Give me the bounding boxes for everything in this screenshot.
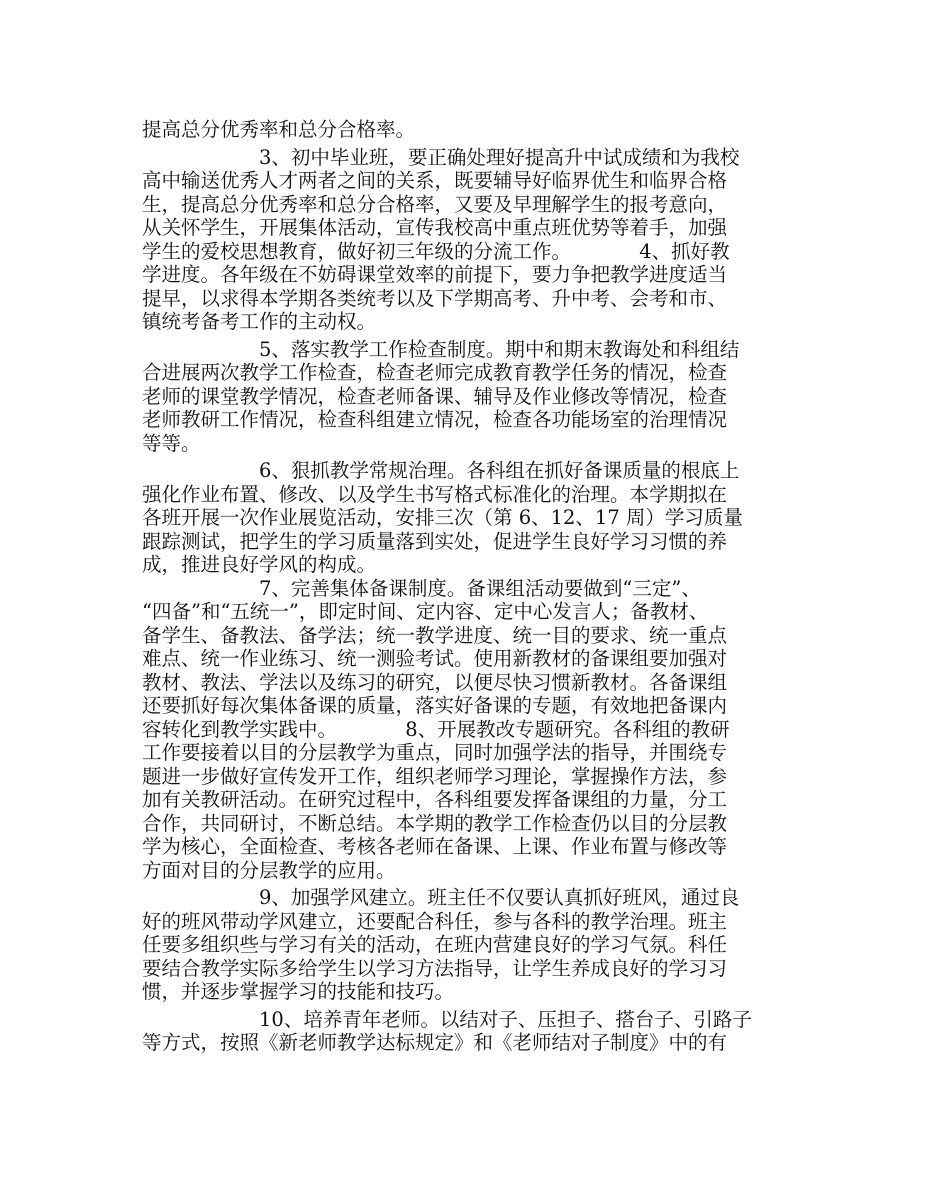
text-line: 学进度。各年级在不妨碍课堂效率的前提下，要力争把教学进度适当 [142, 263, 728, 286]
text-line: 惯，并逐步掌握学习的技能和技巧。 [142, 980, 455, 1003]
text-line: 还要抓好每次集体备课的质量，落实好备课的专题，有效地把备课内 [142, 694, 728, 717]
text-line: 高中输送优秀人才两者之间的关系，既要辅导好临界优生和临界合格 [142, 169, 728, 192]
text-line: 学为核心，全面检查、考核各老师在备课、上课、作业布置与修改等 [142, 835, 728, 858]
text-line: 成，推进良好学风的构成。 [142, 553, 377, 576]
text-line: 方面对目的分层教学的应用。 [142, 858, 396, 882]
text-line: 强化作业布置、修改、以及学生书写格式标准化的治理。本学期拟在 [142, 482, 728, 506]
text-line: 等等。 [142, 431, 201, 455]
text-line: 加有关教研活动。在研究过程中，各科组要发挥备课组的力量，分工 [142, 788, 728, 811]
text-line: 5、落实教学工作检查制度。期中和期末教诲处和科组结 [142, 337, 740, 361]
text-line: 9、加强学风建立。班主任不仅要认真抓好班风，通过良 [142, 886, 740, 909]
text-line: 提高总分优秀率和总分合格率。 [142, 118, 416, 141]
text-line: 各班开展一次作业展览活动，安排三次（第 6、12、17 周）学习质量 [142, 506, 743, 529]
text-line: 难点、统一作业练习、统一测验考试。使用新教材的备课组要加强对 [142, 647, 728, 670]
text-line: 等方式，按照《新老师教学达标规定》和《老师结对子制度》中的有 [142, 1031, 728, 1054]
text-line: 好的班风带动学风建立，还要配合科任，参与各科的教学治理。班主 [142, 909, 728, 933]
text-line: 从关怀学生，开展集体活动，宣传我校高中重点班优势等着手，加强 [142, 216, 728, 239]
text-line: 合进展两次教学工作检查，检查老师完成教育教学任务的情况，检查 [142, 361, 728, 384]
text-line: 要结合教学实际多给学生以学习方法指导，让学生养成良好的学习习 [142, 956, 728, 980]
text-line: 学生的爱校思想教育，做好初三年级的分流工作。 4、抓好教 [142, 239, 730, 263]
text-line: 教材、教法、学法以及练习的研究，以便尽快习惯新教材。各备课组 [142, 670, 728, 694]
text-line: 生，提高总分优秀率和总分合格率，又要及早理解学生的报考意向， [142, 192, 728, 216]
document-body [142, 118, 822, 1055]
text-line: 容转化到教学实践中。 8、开展教改专题研究。各科组的教研 [142, 717, 730, 741]
text-line: 备学生、备教法、备学法；统一教学进度、统一目的要求、统一重点 [142, 623, 728, 647]
text-line: 跟踪测试，把学生的学习质量落到实处，促进学生良好学习习惯的养 [142, 529, 728, 553]
text-line: 老师的课堂教学情况，检查老师备课、辅导及作业修改等情况，检查 [142, 384, 728, 408]
text-line: 工作要接着以目的分层教学为重点，同时加强学法的指导，并围绕专 [142, 741, 728, 764]
text-line: 任要多组织些与学习有关的活动，在班内营建良好的学习气氛。科任 [142, 933, 728, 956]
text-line: “四备”和“五统一”，即定时间、定内容、定中心发言人；备教材、 [142, 600, 709, 623]
text-line: 3、初中毕业班，要正确处理好提高升中试成绩和为我校 [142, 145, 740, 169]
text-line: 10、培养青年老师。以结对子、压担子、搭台子、引路子 [142, 1007, 752, 1031]
text-line: 镇统考备考工作的主动权。 [142, 310, 377, 333]
text-line: 6、狠抓教学常规治理。各科组在抓好备课质量的根底上 [142, 459, 740, 482]
text-line: 题进一步做好宣传发开工作，组织老师学习理论，掌握操作方法，参 [142, 764, 728, 788]
text-line: 7、完善集体备课制度。备课组活动要做到“三定”、 [142, 576, 701, 600]
text-line: 提早，以求得本学期各类统考以及下学期高考、升中考、会考和市、 [142, 286, 728, 310]
text-line: 合作，共同研讨，不断总结。本学期的教学工作检查仍以目的分层教 [142, 811, 728, 835]
text-line: 老师教研工作情况，检查科组建立情况，检查各功能场室的治理情况 [142, 408, 728, 431]
